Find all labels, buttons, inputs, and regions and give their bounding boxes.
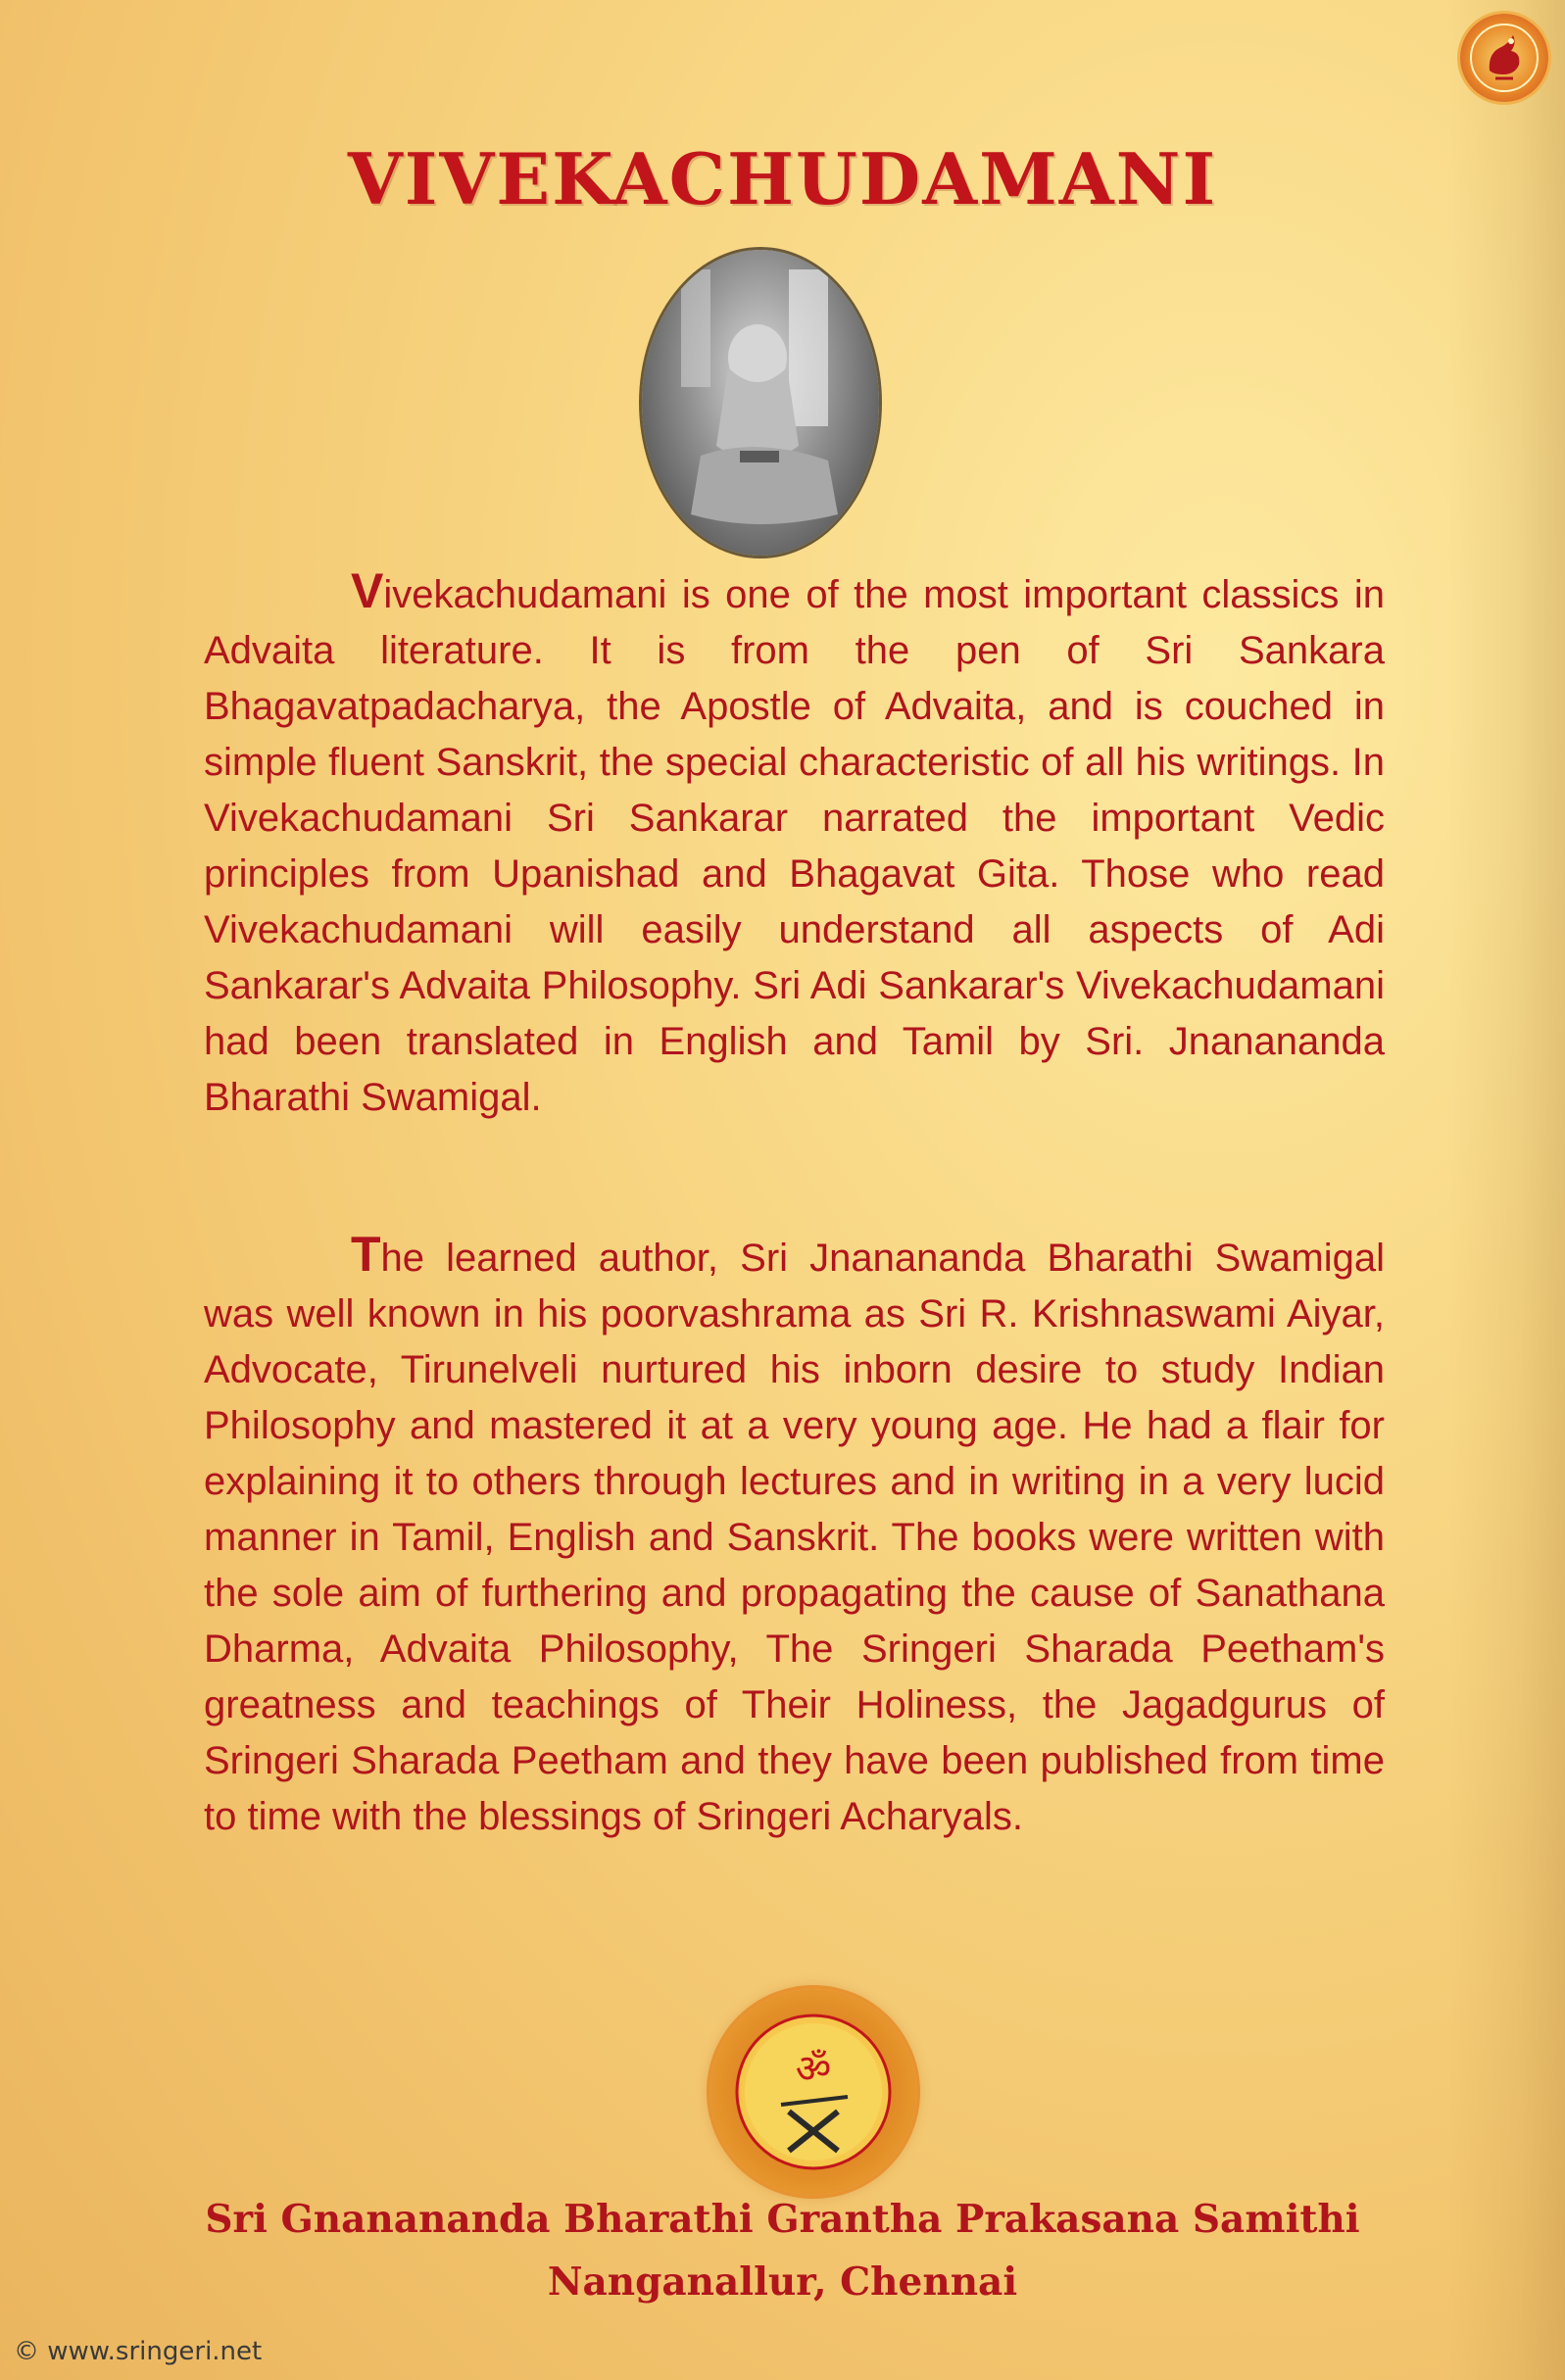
paragraph-author: [204, 1227, 1385, 1845]
paragraph-intro-text: ivekachudamani is one of the most important classics in Advaita literature. It is from the pen of Sri Sankara Bhagavatpadacharya, the Apostle of Advaita, and is couched in simple fluent Sanskrit, the special characteristic of all his writings. In Vivekachudamani Sri Sankarar narrated the important Vedic principles from Upanishad and Bhagavat Gita. Those who read Vivekachudamani will easily understand all aspects of Adi Sankarar's Advaita Philosophy. Sri Adi Sankarar's Vivekachudamani had been translated in English and Tamil by Sri. Jnanananda Bharathi Swamigal.: [204, 573, 1385, 1119]
swamigal-portrait-photo: [642, 250, 879, 556]
svg-text:ॐ: ॐ: [795, 2047, 832, 2092]
publisher-place: Nanganallur, Chennai: [547, 2259, 1018, 2305]
publisher-name: Sri Gnanananda Bharathi Grantha Prakasana Samithi: [205, 2197, 1360, 2242]
peacock-emblem-icon: [1460, 14, 1548, 102]
dropcap-t: T: [351, 1227, 381, 1282]
book-title: VIVEKACHUDAMANI: [347, 137, 1218, 220]
dropcap-v: V: [351, 563, 384, 618]
sringeri-peetham-seal-icon: [710, 1989, 916, 2195]
paragraph-intro: [204, 563, 1385, 1126]
spine-shadow: [1447, 0, 1565, 2380]
paragraph-author-text: he learned author, Sri Jnanananda Bharathi Swamigal was well known in his poorvashrama as Sri R. Krishnaswami Aiyar, Advocate, Tirunelveli nurtured his inborn desire to study Indian Philosophy and mastered it at a very young age. He had a flair for explaining it to others through lectures and in writing in a very lucid manner in Tamil, English and Sanskrit. The books were written with the sole aim of furthering and propagating the cause of Sanathana Dharma, Advaita Philosophy, The Sringeri Sharada Peetham's greatness and teachings of Their Holiness, the Jagadgurus of Sringeri Sharada Peetham and they have been published from time to time with the blessings of Sringeri Acharyals.: [204, 1237, 1385, 1838]
copyright-watermark: © www.sringeri.net: [14, 2337, 263, 2366]
